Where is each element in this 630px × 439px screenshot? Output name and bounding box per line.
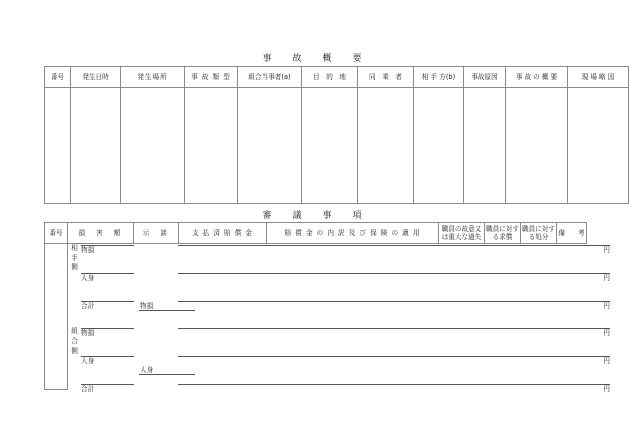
col-header-passenger: 同 乗 者 — [358, 67, 414, 88]
damage-label: 合計 — [81, 385, 95, 394]
damage-label: 物損 — [81, 329, 95, 338]
damage-unit: 円 — [603, 246, 610, 254]
cell-passenger[interactable] — [358, 88, 414, 204]
damage-label: 物損 — [81, 246, 95, 254]
cell-place[interactable] — [121, 88, 185, 204]
cell-number[interactable] — [45, 244, 68, 390]
cell-number[interactable] — [45, 88, 71, 204]
damage-unit: 円 — [603, 357, 610, 366]
col-header-destination: 目 的 地 — [302, 67, 358, 88]
damage-side-label-other: 相手側 — [68, 244, 81, 327]
col-header-party-a: 組合当事者(a) — [238, 67, 302, 88]
damage-unit: 円 — [603, 385, 610, 394]
damage-label: 人身 — [81, 357, 95, 366]
cell-cause[interactable] — [464, 88, 506, 204]
cell-destination[interactable] — [302, 88, 358, 204]
settlement-label-injury: 人身 — [140, 366, 154, 374]
review-items-table — [44, 222, 610, 394]
damage-unit: 円 — [603, 273, 610, 282]
col-header-number: 番号 — [45, 223, 68, 244]
col-header-number: 番号 — [45, 67, 71, 88]
col-header-disciplinary: 職員に対する処分 — [521, 223, 557, 244]
col-header-paid-compensation: 支 払 済 賠 償 金 — [179, 223, 267, 244]
col-header-cause: 事故原因 — [464, 67, 506, 88]
damage-unit: 円 — [603, 301, 610, 310]
col-header-type: 事 故 類 型 — [185, 67, 238, 88]
cell-datetime[interactable] — [71, 88, 121, 204]
col-header-place: 発生場所 — [121, 67, 185, 88]
damage-label: 合計 — [81, 301, 95, 310]
accident-section-title: 事 故 概 要 — [262, 54, 368, 64]
cell-damage-amount — [68, 244, 610, 394]
col-header-compensation-breakdown: 賠 償 金 の 内 訳 及 び 保 険 の 適 用 — [267, 223, 439, 244]
accident-summary-table — [44, 66, 629, 204]
cell-sitemap[interactable] — [568, 88, 629, 204]
col-header-settlement: 示 談 — [134, 223, 179, 244]
cell-outline[interactable] — [506, 88, 568, 204]
settlement-label-property: 物損 — [140, 302, 154, 310]
cell-settlement[interactable] — [134, 244, 179, 390]
col-header-datetime: 発生日時 — [71, 67, 121, 88]
damage-side-label-own: 組合側 — [68, 327, 81, 411]
review-section-title: 審 議 事 項 — [262, 211, 368, 221]
table-row — [45, 244, 587, 390]
cell-party-b[interactable] — [414, 88, 464, 204]
col-header-remarks: 備 考 — [557, 223, 587, 244]
damage-unit: 円 — [603, 329, 610, 338]
table-row — [45, 88, 629, 204]
col-header-outline: 事 故 の 概 要 — [506, 67, 568, 88]
col-header-party-b: 相 手 方(b) — [414, 67, 464, 88]
col-header-sitemap: 現 場 略 図 — [568, 67, 629, 88]
col-header-gross-negligence: 職員の故意又は重大な過失 — [439, 223, 485, 244]
table-header-row — [45, 67, 629, 88]
col-header-recourse: 職員に対する求償 — [485, 223, 521, 244]
damage-label: 人身 — [81, 273, 95, 282]
table-header-row — [45, 223, 587, 244]
cell-party-a[interactable] — [238, 88, 302, 204]
cell-type[interactable] — [185, 88, 238, 204]
col-header-damage-amount: 損 害 額 — [68, 223, 134, 244]
